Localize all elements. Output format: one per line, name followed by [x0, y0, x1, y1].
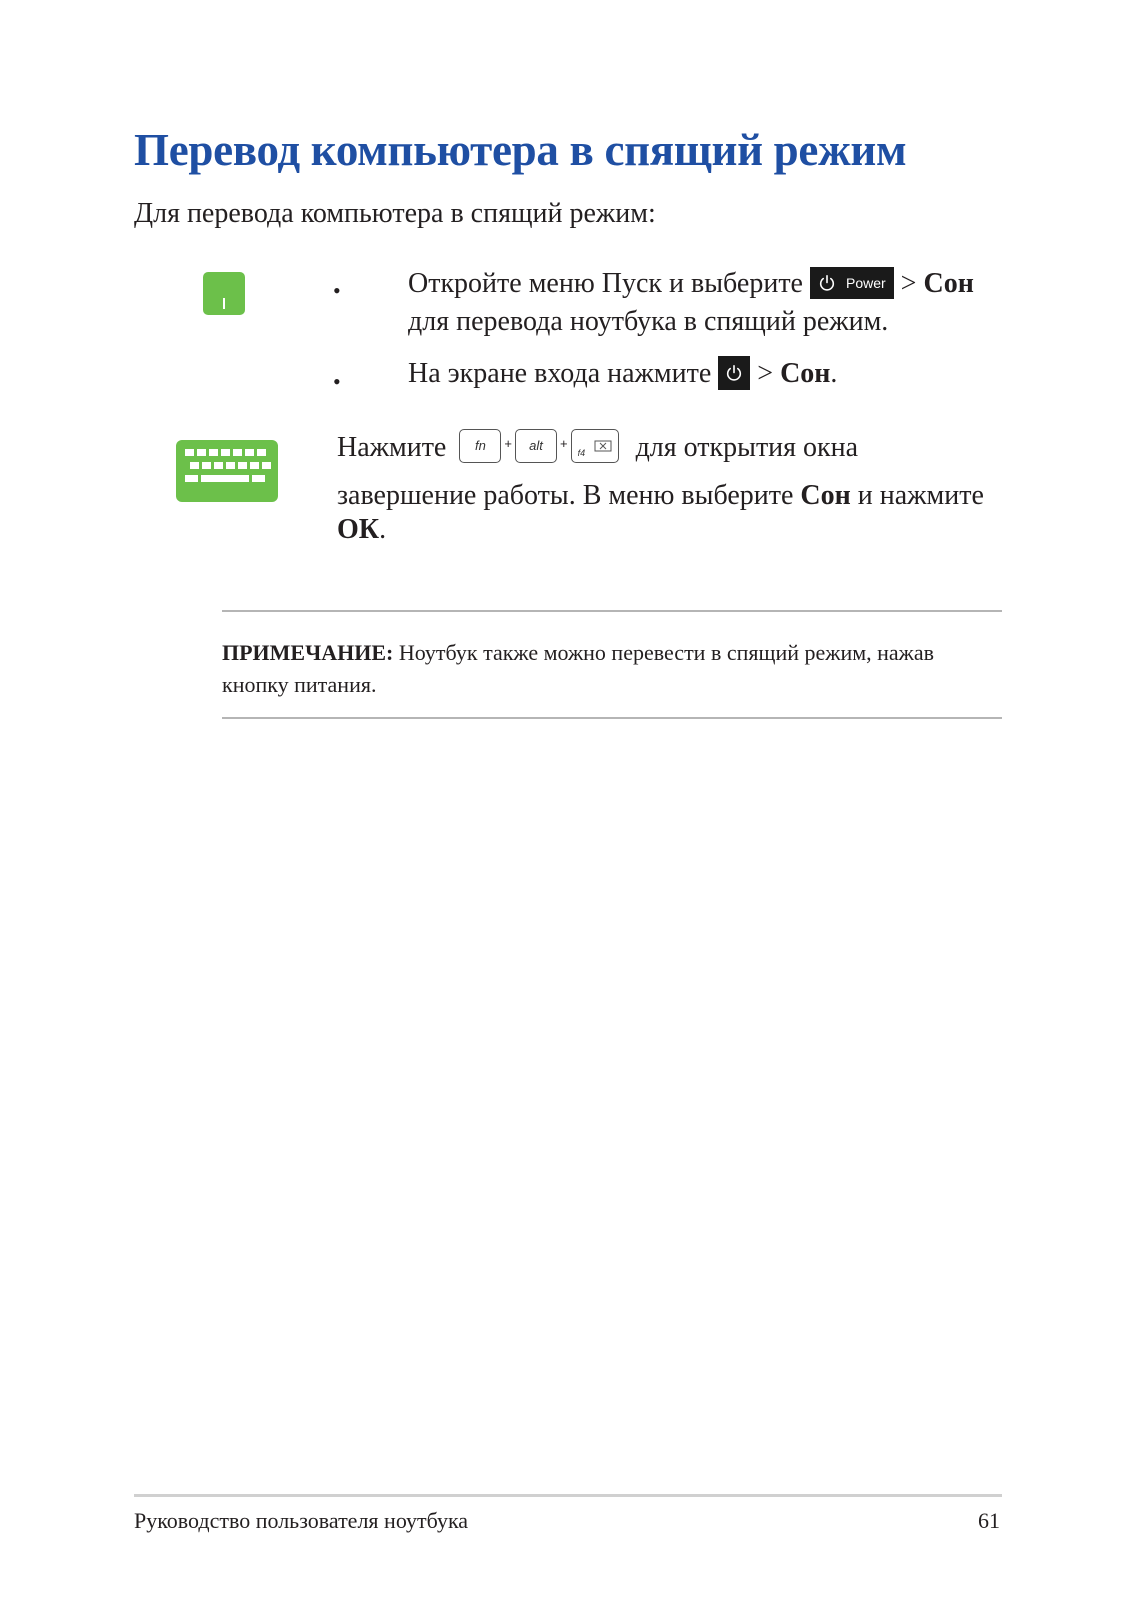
step-login-screen [408, 358, 837, 393]
keyboard-icon [176, 440, 278, 502]
intro-text: Для перевода компьютера в спящий режим: [134, 198, 656, 229]
touchpad-icon [203, 272, 245, 315]
note-text: Ноутбук также можно перевести в спящий режим, нажав кнопку питания. [222, 640, 935, 697]
note-label: ПРИМЕЧАНИЕ: [222, 640, 394, 665]
plus-sign: + [504, 436, 512, 452]
note-bottom-divider [222, 717, 1002, 719]
bullet-marker: • [333, 278, 341, 303]
page-number: 61 [978, 1508, 1000, 1533]
page-title: Перевод компьютера в спящий режим [134, 125, 907, 175]
power-button[interactable] [810, 267, 894, 299]
plus-sign: + [559, 436, 568, 452]
f4-key [571, 429, 619, 463]
shortcut-line-2 [337, 480, 984, 512]
step-continuation: для перевода ноутбука в спящий режим. [408, 306, 889, 337]
step-text: На экране входа нажмите [408, 358, 712, 389]
shortcut-text: и нажмите [857, 480, 984, 511]
footer-divider [134, 1494, 1002, 1497]
shortcut-line-3 [337, 514, 386, 546]
sleep-option: Сон [780, 358, 831, 389]
note-top-divider [222, 610, 1002, 612]
separator: > [757, 358, 774, 389]
sleep-option: Сон [923, 268, 974, 299]
step-text: Откройте меню Пуск и выберите [408, 268, 803, 299]
power-icon [818, 274, 836, 292]
power-button-small[interactable] [718, 356, 750, 390]
shortcut-text: завершение работы. В меню выберите [337, 480, 794, 511]
bullet-marker: • [333, 369, 341, 394]
shortcut-line [337, 432, 858, 467]
close-window-icon [594, 440, 612, 452]
alt-key: alt [515, 429, 557, 463]
fn-key: fn [459, 429, 501, 463]
step-start-menu [408, 268, 974, 302]
shortcut-text: Нажмите [337, 432, 447, 463]
separator: > [900, 268, 917, 299]
footer-title: Руководство пользователя ноутбука [134, 1508, 469, 1533]
shortcut-text-after: для открытия окна [635, 432, 859, 463]
f4-key-label: f4 [577, 447, 586, 458]
note-box [222, 637, 1002, 701]
ok-option: ОК [337, 514, 380, 545]
sleep-option: Сон [800, 480, 851, 511]
punctuation: . [379, 514, 387, 545]
power-icon [725, 364, 743, 382]
power-button-label: Power [845, 274, 886, 291]
punctuation: . [830, 358, 838, 389]
